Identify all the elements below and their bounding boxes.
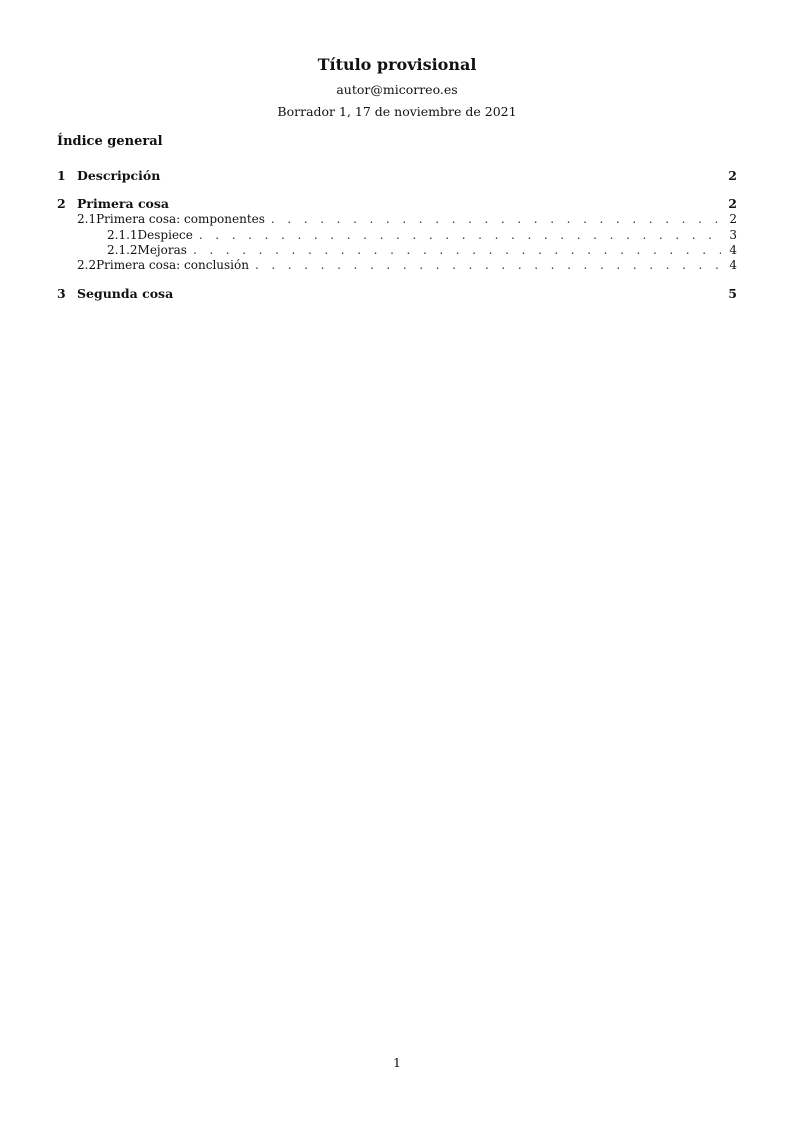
toc-entry-number: 2.1 [77,212,97,226]
toc-leader-dots [193,243,721,257]
page-number: 1 [393,1055,401,1070]
toc-entry-chapter-1[interactable] [57,168,737,184]
toc-entry-section-2-2[interactable] [57,258,737,274]
toc-entry-page: 2 [728,168,737,183]
toc-leader-dots [271,212,721,226]
toc-entry-label: Mejoras [137,243,187,257]
toc-entry-page: 4 [729,243,737,257]
toc-entry-page: 4 [729,258,737,272]
toc-entry-label: Primera cosa: conclusión [96,258,249,272]
toc-entry-number: 2 [57,196,66,211]
toc-entry-label: Primera cosa [77,196,170,211]
toc-heading: Índice general [57,134,163,149]
toc-entry-number: 2.1.1 [107,228,138,242]
toc-entry-subsection-2-1-1[interactable] [57,228,737,244]
toc-entry-number: 2.1.2 [107,243,138,257]
toc-entry-chapter-2[interactable] [57,196,737,212]
toc-entry-section-2-1[interactable] [57,212,737,228]
toc-entry-number: 2.2 [77,258,97,272]
toc-entry-label: Segunda cosa [77,286,174,301]
toc-entry-label: Despiece [137,228,193,242]
toc-leader-dots [255,258,721,272]
toc-entry-label: Descripción [77,168,161,183]
toc-entry-page: 3 [729,228,737,242]
toc-entry-label: Primera cosa: componentes [96,212,265,226]
toc-entry-number: 3 [57,286,66,301]
toc-entry-page: 2 [728,196,737,211]
document-author: autor@micorreo.es [336,82,458,97]
document-date: Borrador 1, 17 de noviembre de 2021 [277,104,517,119]
toc-entry-chapter-3[interactable] [57,286,737,302]
toc-leader-dots [199,228,721,242]
toc-entry-number: 1 [57,168,66,183]
document-title: Título provisional [317,55,477,74]
toc-entry-page: 2 [729,212,737,226]
toc-entry-subsection-2-1-2[interactable] [57,243,737,259]
toc-entry-page: 5 [728,286,737,301]
